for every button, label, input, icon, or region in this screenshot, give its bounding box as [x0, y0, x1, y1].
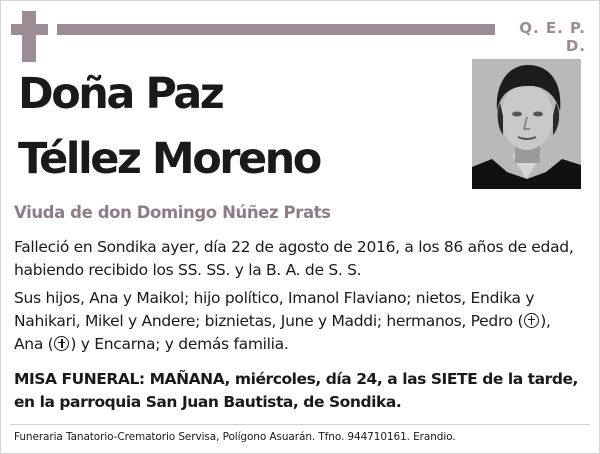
mass-line: en la parroquia San Juan Bautista, de Sondika. [14, 393, 402, 411]
deceased-cross-icon [524, 313, 539, 328]
funeral-mass-paragraph [14, 368, 592, 414]
family-line-text: Nahikari, Mikel y Andere; biznietas, June y Maddi; hermanos, Pedro ( [14, 312, 524, 330]
announcement-line: Falleció en Sondika ayer, día 22 de agosto de 2016, a los 86 años de edad, [14, 238, 574, 256]
cross-vertical-bar [22, 11, 36, 62]
deceased-name-line1: Doña Paz [18, 69, 223, 119]
family-line-text: Ana ( [14, 335, 54, 353]
header-rule [57, 24, 495, 35]
family-paragraph [14, 287, 592, 356]
cross-horizontal-bar [11, 24, 48, 35]
family-line-text: ) y Encarna; y demás familia. [70, 335, 289, 353]
footer-divider [10, 424, 590, 425]
widow-of-subtitle: Viuda de don Domingo Núñez Prats [14, 203, 331, 222]
announcement-line: habiendo recibido los SS. SS. y la B. A. de S. S. [14, 261, 362, 279]
deceased-portrait-photo [472, 59, 581, 189]
family-line [14, 310, 592, 333]
funeral-home-footer: Funeraria Tanatorio-Crematorio Servisa, Polígono Asuarán. Tfno. 944710161. Erandio. [14, 431, 456, 443]
mass-line: MISA FUNERAL: MAÑANA, miércoles, día 24, a las SIETE de la tarde, [14, 370, 578, 388]
family-line-text: ), [540, 312, 551, 330]
family-line [14, 333, 592, 356]
death-announcement-paragraph [14, 236, 592, 282]
deceased-name-line2: Téllez Moreno [18, 134, 320, 184]
qepd-label: Q. E. P. D. [519, 19, 586, 55]
family-line: Sus hijos, Ana y Maikol; hijo político, Imanol Flaviano; nietos, Endika y [14, 289, 535, 307]
deceased-cross-icon [54, 336, 69, 351]
